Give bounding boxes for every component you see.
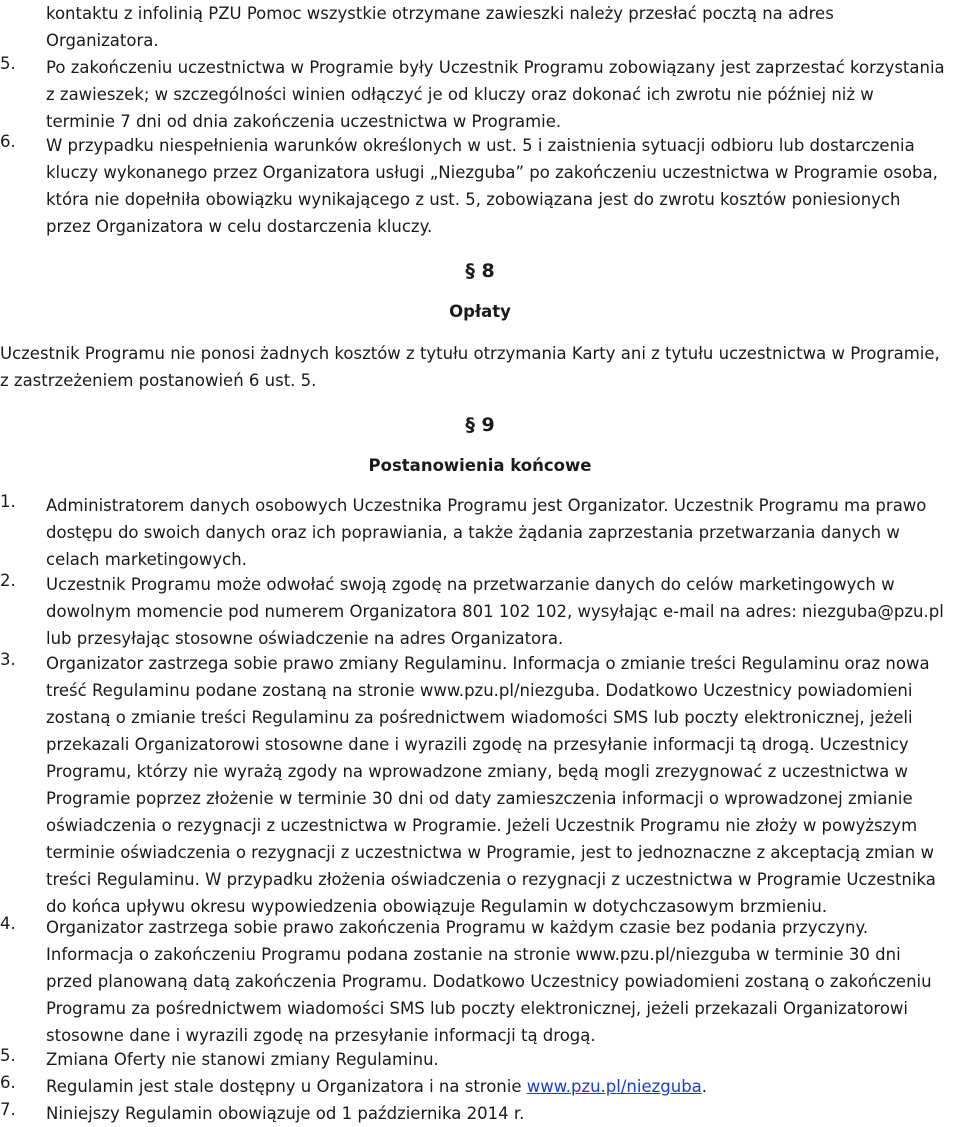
text-line: Organizatora.: [46, 31, 159, 50]
text-line: kontaktu z infolinią PZU Pomoc wszystkie otrzymane zawieszki należy przesłać pocztą na adres: [46, 4, 834, 23]
item-number: 2.: [0, 571, 16, 590]
text-line: Administratorem danych osobowych Uczestnika Programu jest Organizator. Uczestnik Programu ma prawo: [46, 496, 927, 515]
text-line: przed planowaną datą zakończenia Programu. Dodatkowo Uczestnicy powiadomieni zostaną o zakończeniu: [46, 972, 932, 991]
text-span: Regulamin jest stale dostępny u Organizatora i na stronie: [46, 1077, 527, 1096]
section-8-number: § 8: [465, 260, 495, 282]
text-line: Zmiana Oferty nie stanowi zmiany Regulaminu.: [46, 1050, 439, 1069]
text-line: która nie dopełniła obowiązku wynikającego z ust. 5, zobowiązana jest do zwrotu kosztów poniesionych: [46, 190, 901, 209]
item-number: 7.: [0, 1100, 16, 1119]
text-line: do końca upływu okresu wypowiedzenia obowiązuje Regulamin w dotychczasowym brzmieniu.: [46, 897, 828, 916]
text-line: Po zakończeniu uczestnictwa w Programie były Uczestnik Programu zobowiązany jest zaprzestać korzystania: [46, 58, 945, 77]
text-line: oświadczenia o rezygnacji z uczestnictwa w Programie. Jeżeli Uczestnik Programu nie złoży w powyższym: [46, 816, 918, 835]
text-line: [46, 1073, 960, 1100]
item-number: 6.: [0, 132, 16, 151]
list-item-9-6: [0, 1073, 960, 1100]
text-line: Programu za pośrednictwem wiadomości SMS lub poczty elektronicznej, jeżeli przekazali Organizatorowi: [46, 999, 909, 1018]
item-number: 5.: [0, 54, 16, 73]
text-line: Programie poprzez złożenie w terminie 30 dni od daty zamieszczenia informacji o wprowadzonej zmianie: [46, 789, 913, 808]
text-line: Informacja o zakończeniu Programu podana zostanie na stronie www.pzu.pl/niezguba w terminie 30 dni: [46, 945, 901, 964]
text-line: kluczy wykonanego przez Organizatora usługi „Niezguba” po zakończeniu uczestnictwa w Programie osoba,: [46, 163, 938, 182]
top-continuation: [0, 0, 960, 54]
section-8-title: Opłaty: [449, 302, 511, 321]
list-item-9-4: [0, 914, 960, 1049]
text-line: z zawieszek; w szczególności winien odłączyć je od kluczy oraz dokonać ich zwrotu nie później niż w: [46, 85, 874, 104]
text-line: stosowne dane i wyrazili zgodę na przesyłanie informacji tą drogą.: [46, 1026, 596, 1045]
text-line: przez Organizatora w celu dostarczenia kluczy.: [46, 217, 433, 236]
regulamin-link[interactable]: www.pzu.pl/niezguba: [526, 1077, 702, 1096]
list-item-5: [0, 54, 960, 135]
text-line: Uczestnik Programu może odwołać swoją zgodę na przetwarzanie danych do celów marketingowych w: [46, 575, 895, 594]
text-line: terminie 7 dni od dnia zakończenia uczestnictwa w Programie.: [46, 112, 562, 131]
section-8-body: [0, 340, 960, 394]
list-item-9-3: [0, 650, 960, 920]
list-item-9-7: [0, 1100, 960, 1127]
item-number: 4.: [0, 914, 16, 933]
list-item-9-5: [0, 1046, 960, 1073]
text-line: zostaną o zmianie treści Regulaminu za pośrednictwem wiadomości SMS lub poczty elektronicznej, jeżeli: [46, 708, 913, 727]
text-line: dostępu do swoich danych oraz ich poprawiania, a także żądania zaprzestania przetwarzania danych w: [46, 523, 900, 542]
text-span: .: [701, 1077, 708, 1096]
item-number: 1.: [0, 492, 16, 511]
text-line: Programu, którzy nie wyrażą zgody na wprowadzone zmiany, będą mogli zrezygnować z uczestnictwa w: [46, 762, 908, 781]
list-item-9-1: [0, 492, 960, 573]
list-item-6: [0, 132, 960, 240]
text-line: Organizator zastrzega sobie prawo zakończenia Programu w każdym czasie bez podania przyczyny.: [46, 918, 869, 937]
text-line: Niniejszy Regulamin obowiązuje od 1 października 2014 r.: [46, 1104, 525, 1123]
text-line: treść Regulaminu podane zostaną na stronie www.pzu.pl/niezguba. Dodatkowo Uczestnicy powiadomieni: [46, 681, 913, 700]
text-line: Uczestnik Programu nie ponosi żadnych kosztów z tytułu otrzymania Karty ani z tytułu uczestnictwa w Programie,: [0, 344, 940, 363]
text-line: dowolnym momencie pod numerem Organizatora 801 102 102, wysyłając e-mail na adres: niezguba@pzu.pl: [46, 602, 944, 621]
text-line: z zastrzeżeniem postanowień 6 ust. 5.: [0, 371, 317, 390]
text-line: celach marketingowych.: [46, 550, 247, 569]
section-9-title: Postanowienia końcowe: [368, 456, 592, 475]
text-line: terminie oświadczenia o rezygnacji z uczestnictwa w Programie, jest to jednoznaczne z akceptacją zmian w: [46, 843, 934, 862]
text-line: lub przesyłając stosowne oświadczenie na adres Organizatora.: [46, 629, 564, 648]
item-number: 5.: [0, 1046, 16, 1065]
text-line: treści Regulaminu. W przypadku złożenia oświadczenia o rezygnacji z uczestnictwa w Programie Uczestnika: [46, 870, 936, 889]
item-number: 3.: [0, 650, 16, 669]
text-line: W przypadku niespełnienia warunków określonych w ust. 5 i zaistnienia sytuacji odbioru lub dostarczenia: [46, 136, 915, 155]
section-9-number: § 9: [465, 414, 495, 436]
text-line: Organizator zastrzega sobie prawo zmiany Regulaminu. Informacja o zmianie treści Regulaminu oraz nowa: [46, 654, 930, 673]
text-line: przekazali Organizatorowi stosowne dane i wyrazili zgodę na przesyłanie informacji tą drogą. Uczestnicy: [46, 735, 909, 754]
item-number: 6.: [0, 1073, 16, 1092]
list-item-9-2: [0, 571, 960, 652]
